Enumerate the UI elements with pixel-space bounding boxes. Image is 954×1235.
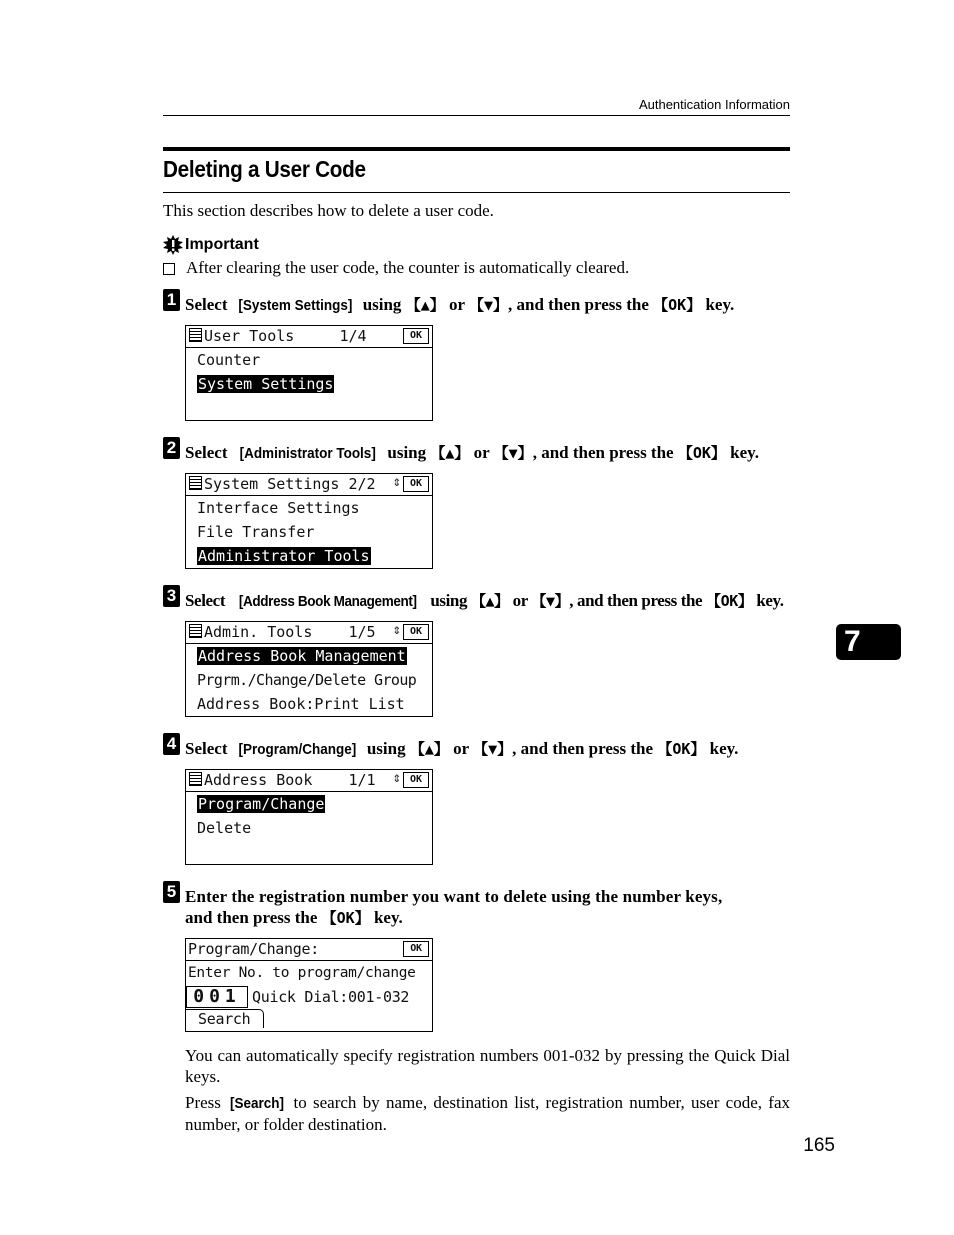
lcd-entry-row: [186, 985, 432, 1009]
running-header: Authentication Information: [638, 97, 790, 112]
lcd-title-bar: Address Book 1/1 ⇕ OK: [186, 770, 432, 792]
important-item: [163, 258, 629, 278]
lcd-menu-item: Delete: [197, 819, 252, 837]
lcd-menu-item: [186, 396, 432, 420]
lcd-menu-item: [186, 840, 432, 864]
ok-icon: OK: [403, 476, 429, 492]
ok-icon: OK: [403, 328, 429, 344]
lcd-menu-item: File Transfer: [197, 523, 315, 541]
important-item-text: After clearing the user code, the counter is automatically cleared.: [186, 258, 630, 277]
ok-icon: OK: [403, 941, 429, 957]
ok-icon: OK: [403, 772, 429, 788]
lcd-title-bar: System Settings 2/2 ⇕ OK: [186, 474, 432, 496]
lcd-prompt: Enter No. to program/change: [188, 965, 416, 981]
search-key-label: [Search]: [230, 1095, 285, 1112]
lcd-menu-item-selected: Program/Change: [198, 795, 325, 813]
lcd-title-bar: Admin. Tools 1/5 ⇕ OK: [186, 622, 432, 644]
step-3-number: 3: [163, 585, 180, 607]
menu-icon: [189, 476, 202, 490]
step-5-number: 5: [163, 881, 180, 903]
up-down-arrows-icon: ⇕: [392, 622, 401, 638]
menu-key-label: [Administrator Tools]: [239, 445, 376, 462]
quick-dial-note: You can automatically specify registration numbers 001-032 by pressing the Quick Dial keys.: [185, 1046, 790, 1086]
section-title: Deleting a User Code: [163, 156, 366, 182]
checkbox-bullet-icon: [163, 263, 175, 275]
important-heading: [163, 235, 259, 255]
lcd-screen-admin-tools: [185, 621, 433, 717]
important-icon: [163, 235, 183, 255]
menu-icon: [189, 772, 202, 786]
lcd-menu-item: Counter: [197, 351, 261, 369]
step-3-text: Select [Address Book Management] using 【▲】 or 【▼】, and then press the 【OK】 key.: [185, 591, 784, 610]
step-2-text: Select [Administrator Tools] using 【▲】 or 【▼】, and then press the 【OK】 key.: [185, 443, 759, 462]
search-note: Press [Search] to search by name, destination list, registration number, user code, fax number, or folder destination.: [185, 1093, 790, 1134]
up-down-arrows-icon: ⇕: [392, 770, 401, 786]
quick-dial-range: Quick Dial:001-032: [252, 988, 410, 1006]
lcd-title-bar: User Tools 1/4 OK: [186, 326, 432, 348]
lcd-menu-item: Prgrm./Change/Delete Group: [197, 671, 417, 689]
lcd-menu-item-selected: Administrator Tools: [198, 547, 370, 565]
menu-key-label: [System Settings]: [238, 297, 353, 314]
page-number: 165: [803, 1135, 835, 1156]
section-top-rule: [163, 147, 790, 151]
lcd-menu-item: Interface Settings: [197, 499, 360, 517]
lcd-menu-item-selected: System Settings: [198, 375, 334, 393]
important-label: Important: [185, 236, 259, 253]
menu-key-label: [Program/Change]: [238, 741, 357, 758]
up-down-arrows-icon: ⇕: [392, 474, 401, 490]
intro-text: This section describes how to delete a user code.: [163, 201, 494, 220]
step-4-text: Select [Program/Change] using 【▲】 or 【▼】, and then press the 【OK】 key.: [185, 739, 739, 758]
lcd-screen-user-tools: [185, 325, 433, 421]
lcd-menu-item-selected: Address Book Management: [198, 647, 406, 665]
ok-icon: OK: [403, 624, 429, 640]
menu-icon: [189, 624, 202, 638]
lcd-title-bar: Program/Change: OK: [186, 939, 432, 961]
step-5-text: Enter the registration number you want to delete using the number keys, and then press the 【OK】 key.: [185, 887, 723, 927]
lcd-screen-system-settings: [185, 473, 433, 569]
lcd-screen-address-book: [185, 769, 433, 865]
step-2-number: 2: [163, 437, 180, 459]
lcd-softkey-row: [186, 1009, 432, 1031]
step-1-text: Select [System Settings] using 【▲】 or 【▼】, and then press the 【OK】 key.: [185, 295, 735, 314]
registration-number-field: 001: [186, 986, 248, 1008]
menu-key-label: [Address Book Management]: [238, 593, 417, 610]
menu-icon: [189, 328, 202, 342]
chapter-tab: 7: [836, 624, 901, 660]
search-softkey: Search: [186, 1009, 264, 1028]
section-title-rule: [163, 192, 790, 193]
lcd-screen-program-change: [185, 938, 433, 1032]
step-4-number: 4: [163, 733, 180, 755]
lcd-menu-item: Address Book:Print List: [197, 695, 405, 713]
header-rule: [163, 115, 790, 116]
step-1-number: 1: [163, 289, 180, 311]
